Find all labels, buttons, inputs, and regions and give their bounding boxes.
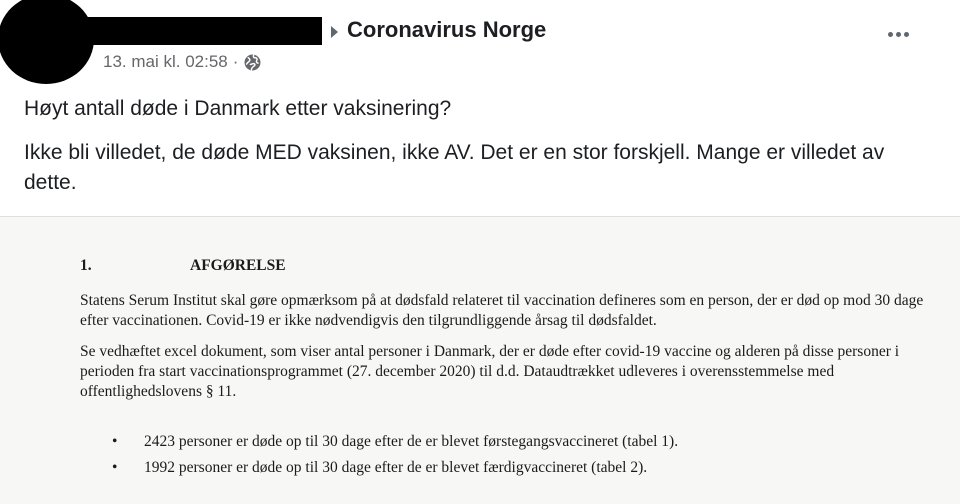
post-header bbox=[0, 0, 960, 84]
document-paragraph: Statens Serum Institut skal gøre opmærksom på at dødsfald relateret til vaccination defineres som en person, der er død op mod 30 dage efter vaccinationen. Covid-19 er ikke nødvendigvis den tilgrundliggende årsag til dødsfaldet. bbox=[80, 292, 924, 329]
document-heading bbox=[80, 257, 286, 275]
more-dot bbox=[888, 32, 893, 37]
more-dot bbox=[904, 32, 909, 37]
redacted-author-name bbox=[70, 17, 322, 45]
heading-number: 1. bbox=[80, 257, 92, 274]
arrow-right-icon bbox=[331, 26, 338, 38]
attached-document-image[interactable] bbox=[0, 217, 960, 504]
heading-title: AFGØRELSE bbox=[190, 257, 286, 274]
bullet-text: 2423 personer er døde op til 30 dage efter de er blevet førstegangsvaccineret (tabel 1). bbox=[144, 433, 679, 450]
group-name-link[interactable]: Coronavirus Norge bbox=[347, 17, 547, 42]
post-timestamp[interactable]: 13. mai kl. 02:58 bbox=[103, 52, 228, 71]
document-paragraph: Se vedhæftet excel dokument, som viser antal personer i Danmark, der er døde efter covid-19 vaccine og alderen på disse personer i perioden fra start vaccinationsprogrammet (27. december 2020) til d.d. Dataudtrækket udleveres i overensstemmelse med offentlighedslovens § 11. bbox=[80, 343, 900, 400]
bullet-symbol: • bbox=[112, 433, 118, 450]
bullet-symbol: • bbox=[112, 459, 118, 476]
meta-separator: · bbox=[232, 52, 239, 71]
bullet-text: 1992 personer er døde op til 30 dage efter de er blevet færdigvaccineret (tabel 2). bbox=[144, 459, 648, 476]
post-text bbox=[24, 94, 939, 212]
more-dot bbox=[896, 32, 901, 37]
post-paragraph: Høyt antall døde i Danmark etter vaksinering? bbox=[24, 97, 452, 120]
post-meta bbox=[103, 52, 261, 72]
post-paragraph: Ikke bli villedet, de døde MED vaksinen, ikke AV. Det er en stor forskjell. Mange er villedet av dette. bbox=[24, 141, 885, 194]
more-options-icon[interactable] bbox=[888, 32, 909, 37]
globe-icon[interactable] bbox=[244, 54, 261, 71]
